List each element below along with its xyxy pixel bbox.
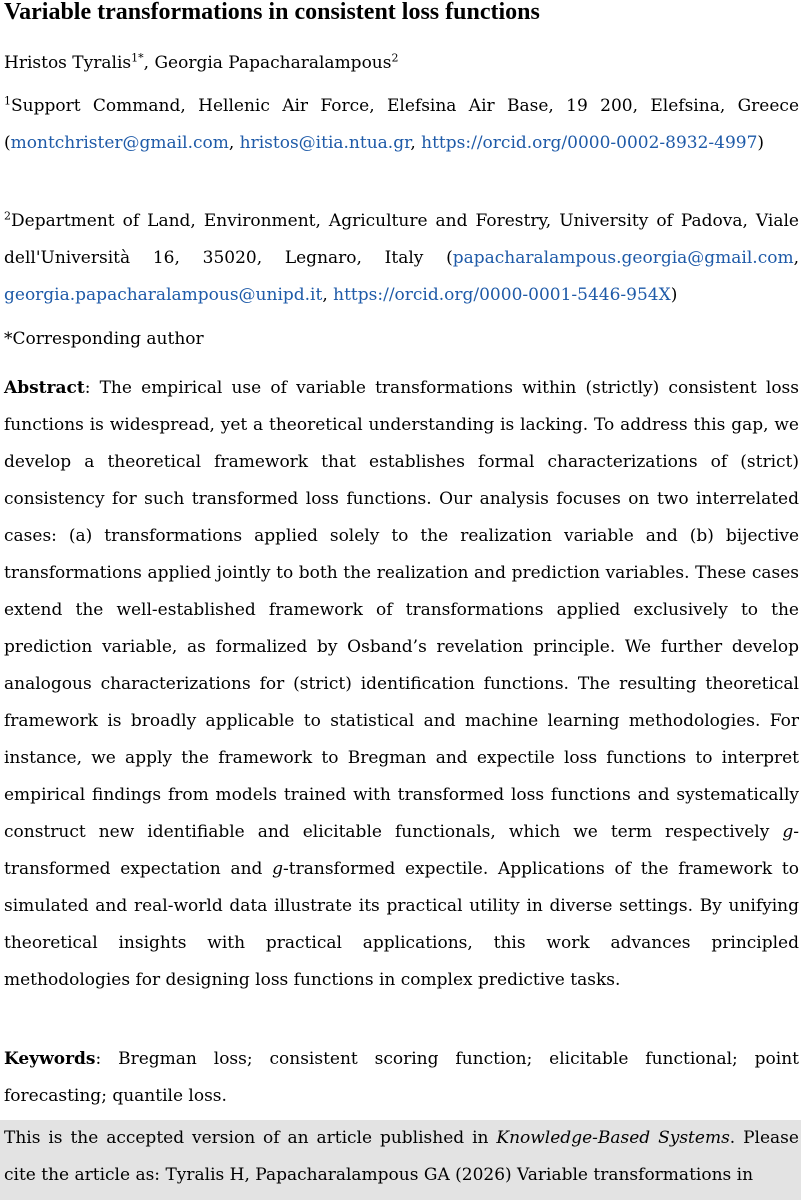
- author-affiliation-mark: 1*: [131, 51, 144, 65]
- paper-title: Variable transformations in consistent loss functions: [4, 0, 540, 25]
- journal-name: Knowledge-Based Systems: [496, 1128, 730, 1148]
- notice-text: This is the accepted version of an article published in: [4, 1128, 497, 1148]
- separator: ,: [793, 248, 799, 268]
- email-link[interactable]: papacharalampous.georgia@gmail.com: [452, 248, 794, 268]
- affiliation-mark: 1: [4, 94, 11, 108]
- separator: ,: [410, 133, 422, 153]
- affiliation-text: Department of Land, Environment, Agriculture and Forestry, University of Padova, Viale dell'Università 16, 35020, Legnaro, Italy (: [4, 211, 799, 268]
- keywords-label: Keywords: [4, 1049, 96, 1069]
- math-symbol-g: g: [272, 859, 284, 879]
- keywords-text: : Bregman loss; consistent scoring function; elicitable functional; point forecasting; quantile loss.: [4, 1049, 799, 1106]
- corresponding-author-note: *Corresponding author: [4, 329, 204, 349]
- orcid-link[interactable]: https://orcid.org/0000-0001-5446-954X: [333, 285, 671, 305]
- abstract-text: : The empirical use of variable transformations within (strictly) consistent loss functions is widespread, yet a theoretical understanding is lacking. To address this gap, we develop a theoretical framework that establishes formal characterizations of (strict) consistency for such transformed loss functions. Our analysis focuses on two interrelated cases: (a) transformations applied solely to the realization variable and (b) bijective transformations applied jointly to both the realization and prediction variables. These cases extend the well-established framework of transformations applied exclusively to the prediction variable, as formalized by Osband’s revelation principle. We further develop analogous characterizations for (strict) identification functions. The resulting theoretical framework is broadly applicable to statistical and machine learning methodologies. For instance, we apply the framework to Bregman and expectile loss functions to interpret empirical findings from models trained with transformed loss functions and systematically construct new identifiable and elicitable functionals, which we term respectively: [4, 378, 799, 842]
- affiliation-1: [4, 88, 799, 162]
- separator: ,: [322, 285, 334, 305]
- orcid-link[interactable]: https://orcid.org/0000-0002-8932-4997: [421, 133, 758, 153]
- keywords: [4, 1041, 799, 1115]
- affiliation-text: Support Command, Hellenic Air Force, Elefsina Air Base, 19 200, Elefsina, Greece (: [4, 96, 799, 153]
- paper-page: [4, 0, 799, 1185]
- email-link[interactable]: hristos@itia.ntua.gr: [239, 133, 411, 153]
- author-line: [4, 52, 398, 74]
- closing-paren: ): [670, 285, 678, 305]
- affiliation-2: [4, 203, 799, 314]
- closing-paren: ): [757, 133, 765, 153]
- publication-notice: [0, 1120, 801, 1200]
- affiliation-mark: 2: [4, 209, 11, 223]
- abstract: [4, 370, 799, 999]
- abstract-text: -transformed expectation and: [4, 822, 799, 879]
- abstract-label: Abstract: [4, 378, 85, 398]
- email-link[interactable]: georgia.papacharalampous@unipd.it: [4, 285, 323, 305]
- author-separator: ,: [143, 53, 155, 73]
- abstract-text: -transformed expectile. Applications of the framework to simulated and real-world data illustrate its practical utility in diverse settings. By unifying theoretical insights with practical applications, this work advances principled methodologies for designing loss functions in complex predictive tasks.: [4, 859, 799, 990]
- author-affiliation-mark: 2: [391, 51, 399, 65]
- author-name: Georgia Papacharalampous: [154, 53, 392, 73]
- notice-text: . Please cite the article as: Tyralis H, Papacharalampous GA (2026) Variable transformations in: [4, 1128, 799, 1185]
- author-name: Hristos Tyralis: [4, 53, 132, 73]
- separator: ,: [228, 133, 240, 153]
- math-symbol-g: g: [782, 822, 794, 842]
- email-link[interactable]: montchrister@gmail.com: [10, 133, 229, 153]
